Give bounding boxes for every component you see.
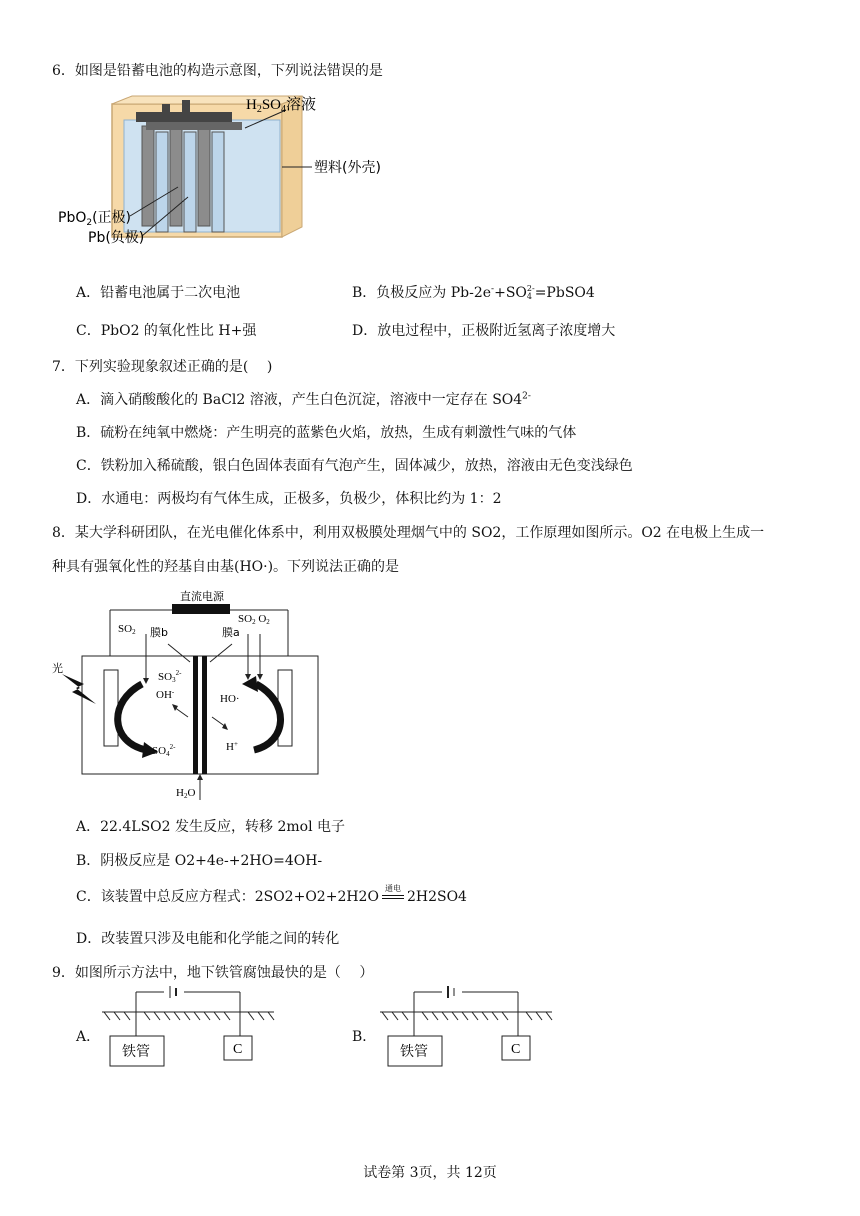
q8-option-b[interactable]: B．阴极反应是 O2+4e-+2HO=4OH- xyxy=(76,853,323,869)
q8-stem-line2: 种具有强氧化性的羟基自由基(HO·)。下列说法正确的是 xyxy=(52,559,400,575)
q6-option-b[interactable]: B．负极反应为 Pb-2e-+SO 2- 4 =PbSO4 xyxy=(352,284,595,301)
page-footer: 试卷第 3页，共 12页 xyxy=(363,1165,497,1181)
plastic-label: 塑料(外壳) xyxy=(314,160,381,176)
q9-diagram-b xyxy=(376,986,556,1076)
so2-o2-label: SO2 O2 xyxy=(238,613,270,626)
q8-option-d[interactable]: D．改装置只涉及电能和化学能之间的转化 xyxy=(76,931,340,947)
q7-option-c[interactable]: C．铁粉加入稀硫酸，银白色固体表面有气泡产生，固体减少，放热，溶液由无色变浅绿色 xyxy=(76,458,633,474)
pipe-label-a: 铁管 xyxy=(122,1044,150,1060)
carbon-label-b: C xyxy=(511,1042,521,1057)
light-label: 光 xyxy=(52,662,63,675)
q7-option-d[interactable]: D．水通电：两极均有气体生成，正极多，负极少，体积比约为 1：2 xyxy=(76,491,502,507)
q6-stem: 6．如图是铅蓄电池的构造示意图，下列说法错误的是 xyxy=(52,63,383,79)
power-label: 直流电源 xyxy=(180,590,224,603)
q9-option-a[interactable]: A． xyxy=(76,1029,101,1045)
membrane-b-label: 膜b xyxy=(150,626,168,639)
h2o-label: H2O xyxy=(176,787,196,800)
q9-option-b[interactable]: B． xyxy=(352,1029,377,1045)
q6-option-c[interactable]: C．PbO2 的氧化性比 H+强 xyxy=(76,323,257,339)
h2so4-label: $H_2SO_4$溶液 xyxy=(246,97,317,115)
h-label: H+ xyxy=(226,740,238,753)
pbo2-label: PbO$_2$(正极) xyxy=(58,210,132,228)
q7-option-b[interactable]: B．硫粉在纯氧中燃烧：产生明亮的蓝紫色火焰，放热，生成有刺激性气味的气体 xyxy=(76,425,577,441)
q7-stem: 7．下列实验现象叙述正确的是( ) xyxy=(52,359,273,375)
q9-diagram-a xyxy=(98,986,278,1076)
carbon-label-a: C xyxy=(233,1042,243,1057)
so2-left-label: SO2 xyxy=(118,623,136,636)
oh-label: OH- xyxy=(156,688,175,701)
pb-label: Pb(负极) xyxy=(88,230,145,246)
so4-label: $SO4^{2-}$ xyxy=(152,743,176,758)
q8-option-c[interactable]: C．该装置中总反应方程式：2SO2+O2+2H2O 通电 2H2SO4 xyxy=(76,884,467,905)
membrane-a-label: 膜a xyxy=(222,626,240,639)
q8-stem-line1: 8．某大学科研团队，在光电催化体系中，利用双极膜处理烟气中的 SO2，工作原理如图所示。O2 在电极上生成一 xyxy=(52,525,765,541)
q6-option-a[interactable]: A．铅蓄电池属于二次电池 xyxy=(76,285,241,301)
q7-option-a[interactable]: A．滴入硝酸酸化的 BaCl2 溶液，产生白色沉淀，溶液中一定存在 $SO4^{2-}$ xyxy=(76,391,531,408)
lead-acid-battery-diagram xyxy=(50,92,381,262)
q9-stem: 9．如图所示方法中，地下铁管腐蚀最快的是（ ） xyxy=(52,965,374,981)
q8-option-a[interactable]: A．22.4LSO2 发生反应，转移 2mol 电子 xyxy=(76,819,345,835)
so3-label: $SO3^{2-}$ xyxy=(158,669,182,684)
pipe-label-b: 铁管 xyxy=(400,1044,428,1060)
photoelectrocatalysis-diagram xyxy=(50,592,340,802)
ho-label: HO· xyxy=(220,693,240,705)
q6-option-d[interactable]: D．放电过程中，正极附近氢离子浓度增大 xyxy=(352,323,616,339)
